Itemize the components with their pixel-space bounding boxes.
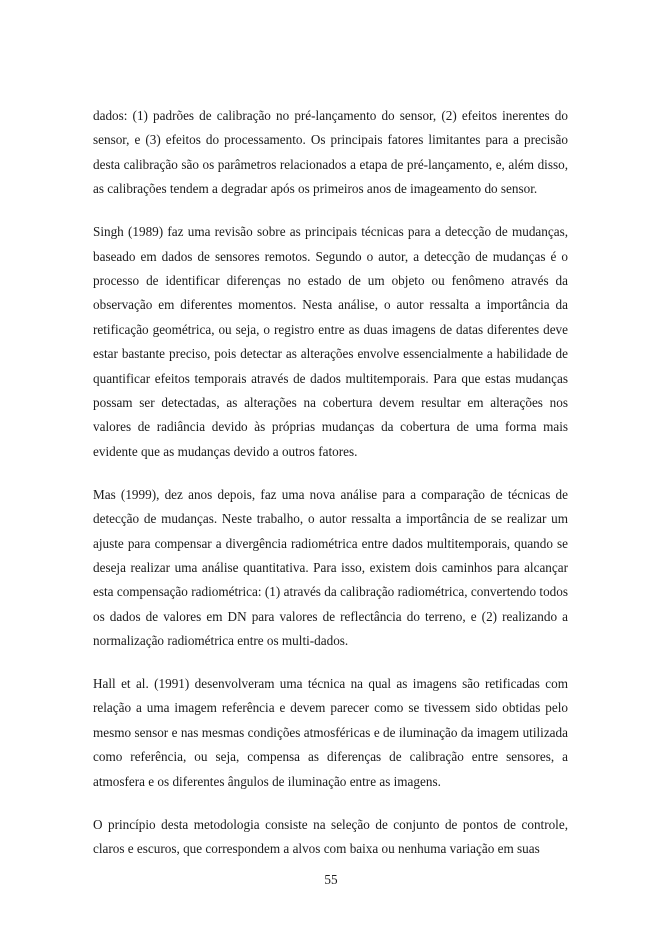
paragraph-4: Hall et al. (1991) desenvolveram uma técnica na qual as imagens são retificadas com relação a uma imagem referência e devem parecer como se tivessem sido obtidas pelo mesmo sensor e nas mesmas condições atmosféricas e de iluminação da imagem utilizada como referência, ou seja, compensa as diferenças de calibração entre sensores, a atmosfera e os diferentes ângulos de iluminação entre as imagens.: [93, 676, 568, 789]
paragraph-1: dados: (1) padrões de calibração no pré-lançamento do sensor, (2) efeitos inerentes do sensor, e (3) efeitos do processamento. Os principais fatores limitantes para a precisão desta calibração são os parâmetros relacionados a etapa de pré-lançamento, e, além disso, as calibrações tendem a degradar após os primeiros anos de imageamento do sensor.: [93, 108, 568, 197]
paragraph-3: Mas (1999), dez anos depois, faz uma nova análise para a comparação de técnicas de detecção de mudanças. Neste trabalho, o autor ressalta a importância de se realizar um ajuste para compensar a divergência radiométrica entre dados multitemporais, quando se deseja realizar uma análise quantitativa. Para isso, existem dois caminhos para alcançar esta compensação radiométrica: (1) através da calibração radiométrica, convertendo todos os dados de valores em DN para valores de reflectância do terreno, e (2) realizando a normalização radiométrica entre os multi-dados.: [93, 486, 568, 649]
page-number: 55: [324, 872, 338, 887]
paragraph-2: Singh (1989) faz uma revisão sobre as principais técnicas para a detecção de mudanças, baseado em dados de sensores remotos. Segundo o autor, a detecção de mudanças é o processo de identificar diferenças no estado de um objeto ou fenômeno através da observação em diferentes momentos. Nesta análise, o autor ressalta a importância da retificação geométrica, ou seja, o registro entre as duas imagens de datas diferentes deve estar bastante preciso, pois detectar as alterações envolve essencialmente a habilidade de quantificar efeitos temporais através de dados multitemporais. Para que estas mudanças possam ser detectadas, as alterações na cobertura devem resultar em alterações nos valores de radiância devido às próprias mudanças da cobertura de uma forma mais evidente que as mudanças devido a outros fatores.: [93, 224, 568, 459]
body-text: [93, 104, 568, 880]
paragraph-5: O princípio desta metodologia consiste na seleção de conjunto de pontos de controle, claros e escuros, que correspondem a alvos com baixa ou nenhuma variação em suas: [93, 816, 568, 856]
